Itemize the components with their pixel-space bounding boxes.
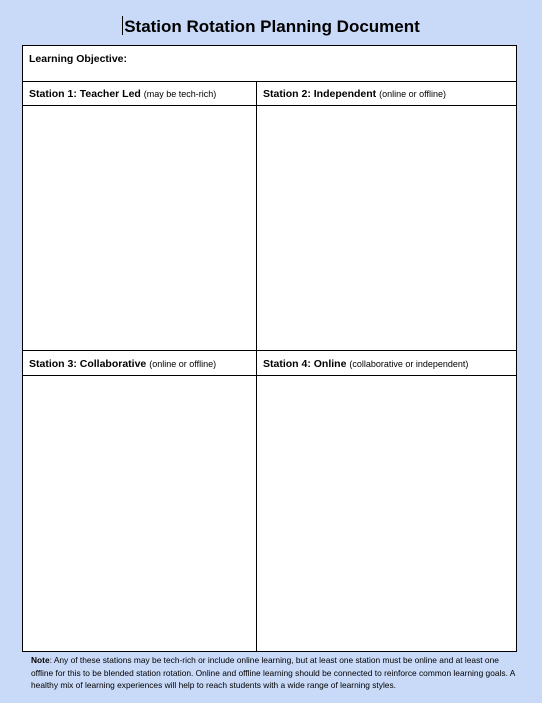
station-2-label: Station 2: Independent xyxy=(263,88,377,100)
note-label: Note xyxy=(31,655,50,665)
planning-table xyxy=(22,45,517,652)
station-1-label: Station 1: Teacher Led xyxy=(29,88,141,100)
footnote xyxy=(31,654,521,692)
document-title xyxy=(0,16,542,37)
station-2-sublabel: (online or offline) xyxy=(379,89,446,99)
station-3-content-cell[interactable] xyxy=(23,376,256,651)
station-1-header[interactable] xyxy=(23,82,256,106)
station-4-label: Station 4: Online xyxy=(263,358,347,370)
document-title-text: Station Rotation Planning Document xyxy=(124,17,420,36)
learning-objective-label: Learning Objective: xyxy=(29,53,128,65)
learning-objective-cell[interactable] xyxy=(23,46,516,82)
station-3-header[interactable] xyxy=(23,352,256,376)
station-3-sublabel: (online or offline) xyxy=(149,359,217,369)
station-2-header[interactable] xyxy=(257,82,516,106)
station-3-label: Station 3: Collaborative xyxy=(29,358,147,370)
note-text: : Any of these stations may be tech-rich or include online learning, but at least one station must be online and at least one offline for this to be blended station rotation. Online and offline learning should be connected to reinforce common learning goals. A healthy mix of learning experiences will help to reach students with a wide range of learning styles. xyxy=(31,655,515,690)
station-1-content-cell[interactable] xyxy=(23,106,256,351)
station-2-content-cell[interactable] xyxy=(257,106,516,351)
station-4-content-cell[interactable] xyxy=(257,376,516,651)
station-1-sublabel: (may be tech-rich) xyxy=(143,89,217,99)
station-4-header[interactable] xyxy=(257,352,516,376)
station-4-sublabel: (collaborative or independent) xyxy=(349,359,469,369)
